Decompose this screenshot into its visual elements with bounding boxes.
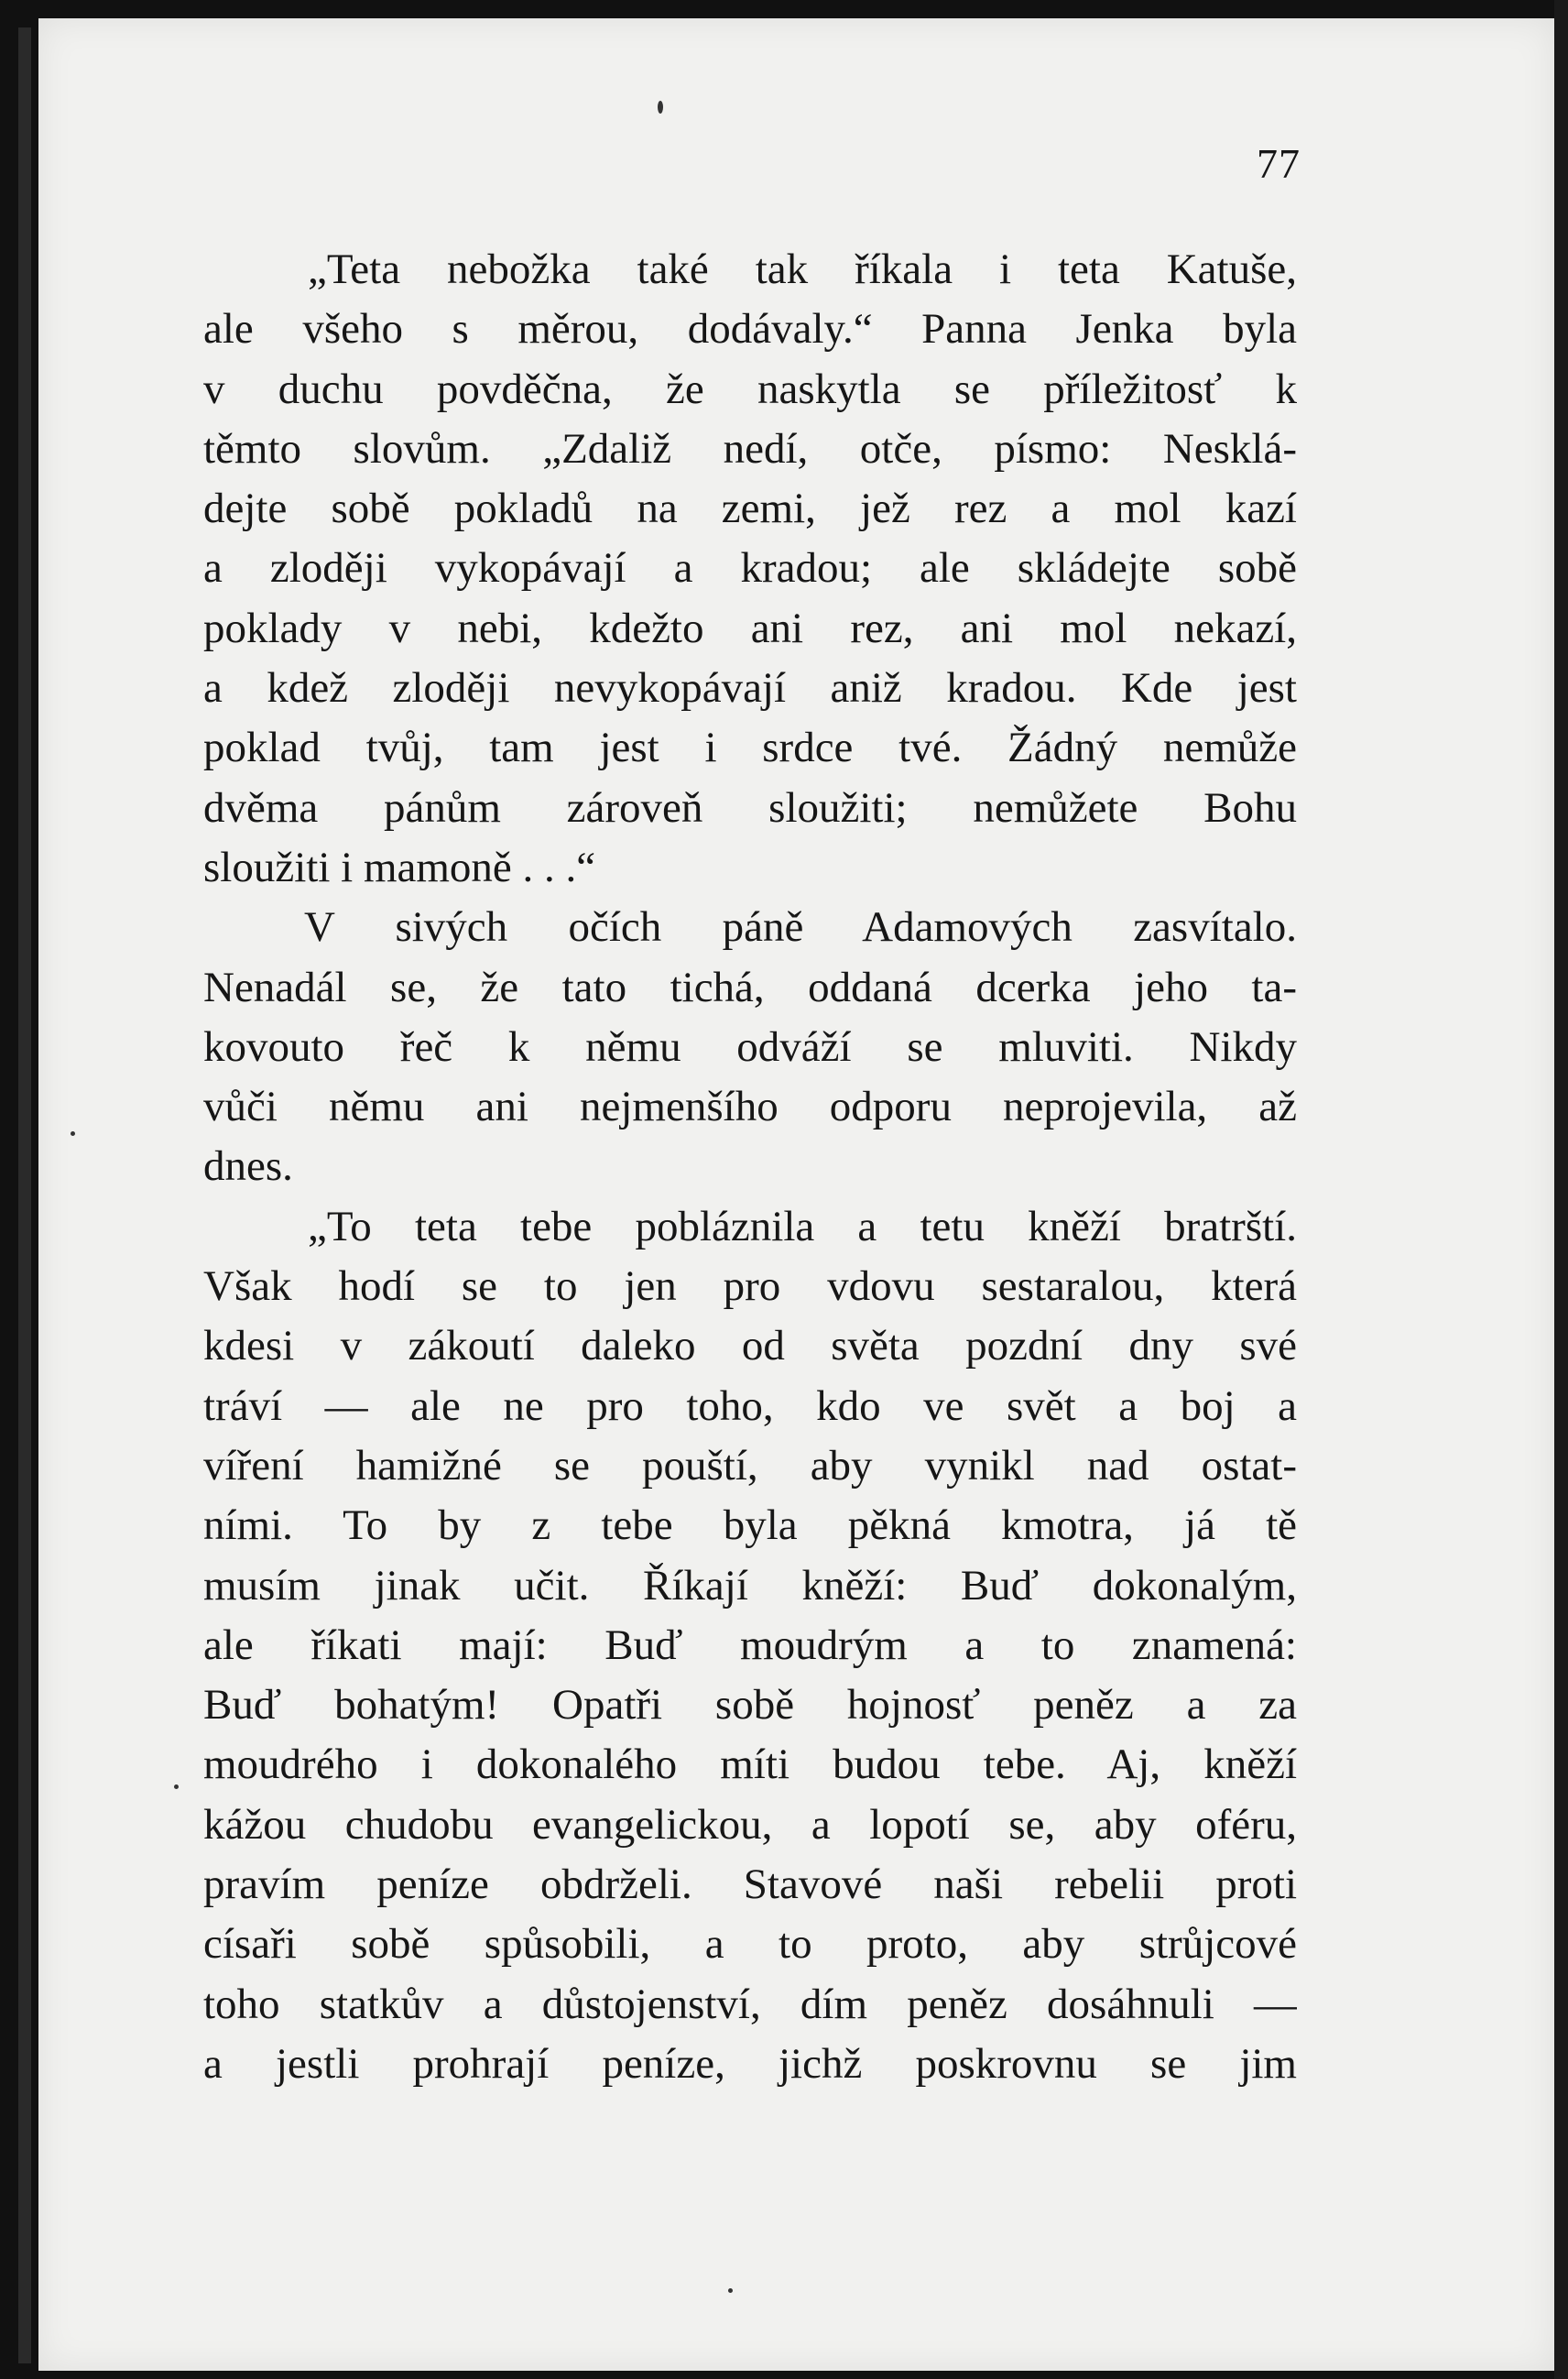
text-line: dnes.	[203, 1142, 293, 1191]
text-line: dejte sobě pokladů na zemi, jež rez a mol kazí	[203, 485, 1297, 533]
text-line: dvěma pánům zároveň sloužiti; nemůžete Bohu	[203, 783, 1297, 832]
scan-edge-left	[18, 27, 31, 2363]
text-line: ale všeho s měrou, dodávaly.“ Panna Jenka byla	[203, 305, 1297, 354]
text-line: V sivých očích páně Adamových zasvítalo.	[304, 903, 1297, 952]
text-line: ale říkati mají: Buď moudrým a to znamená:	[203, 1621, 1297, 1669]
text-line: tráví — ale ne pro toho, kdo ve svět a boj a	[203, 1381, 1297, 1430]
text-line: v duchu povděčna, že naskytla se příležitosť k	[203, 365, 1297, 413]
scan-speck	[658, 101, 663, 114]
text-line: vůči němu ani nejmenšího odporu neprojevila, až	[203, 1083, 1297, 1131]
text-line: kdesi v zákoutí daleko od světa pozdní dny své	[203, 1322, 1297, 1370]
text-line: sloužiti i mamoně . . .“	[203, 843, 596, 891]
text-line: a kdež zloději nevykopávají aniž kradou. Kde jest	[203, 664, 1297, 713]
text-line: císaři sobě spůsobili, a to proto, aby strůjcové	[203, 1920, 1297, 1969]
text-line: „Teta nebožka také tak říkala i teta Katuše,	[308, 246, 1297, 293]
scan-speck	[71, 1131, 75, 1136]
body-text	[203, 240, 1297, 2094]
text-line: kážou chudobu evangelickou, a lopotí se, aby oféru,	[203, 1800, 1297, 1849]
text-line: moudrého i dokonalého míti budou tebe. Aj, kněží	[203, 1741, 1297, 1789]
text-line: poklad tvůj, tam jest i srdce tvé. Žádný nemůže	[203, 724, 1297, 772]
text-line: těmto slovům. „Zdaliž nedí, otče, písmo: Nesklá-	[203, 424, 1297, 473]
text-line: a zloději vykopávají a kradou; ale skládejte sobě	[203, 544, 1297, 593]
text-line: víření hamižné se pouští, aby vynikl nad ostat-	[203, 1441, 1297, 1490]
text-line: ními. To by z tebe byla pěkná kmotra, já tě	[203, 1501, 1297, 1550]
scan-edge-right	[1554, 0, 1568, 2379]
scan-speck	[174, 1784, 179, 1789]
text-line: Buď bohatým! Opatři sobě hojnosť peněz a za	[203, 1681, 1297, 1730]
text-line: Však hodí se to jen pro vdovu sestaralou, která	[203, 1262, 1297, 1311]
text-line: Nenadál se, že tato tichá, oddaná dcerka jeho ta-	[203, 963, 1297, 1011]
page-number: 77	[1257, 140, 1301, 187]
text-line: „To teta tebe pobláznila a tetu kněží bratrští.	[308, 1202, 1297, 1250]
scan-speck	[728, 2288, 733, 2293]
text-line: kovouto řeč k němu odváží se mluviti. Nikdy	[203, 1022, 1297, 1071]
text-line: pravím peníze obdrželi. Stavové naši rebelii proti	[203, 1861, 1297, 1909]
text-line: poklady v nebi, kdežto ani rez, ani mol nekazí,	[203, 604, 1297, 652]
text-line: musím jinak učit. Říkají kněží: Buď dokonalým,	[203, 1561, 1297, 1610]
text-line: a jestli prohrají peníze, jichž poskrovnu se jim	[203, 2039, 1297, 2088]
text-line: toho statkův a důstojenství, dím peněz dosáhnuli —	[203, 1980, 1297, 2028]
